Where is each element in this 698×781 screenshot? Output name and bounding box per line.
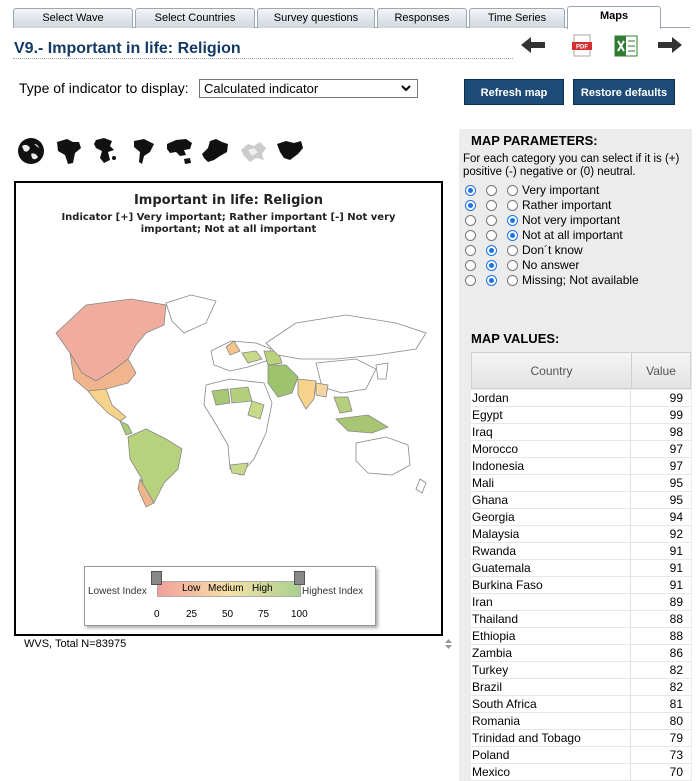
map-subtitle: Indicator [+] Very important; Rather important [-] Not very important; Not at all important — [61, 212, 396, 235]
table-row[interactable] — [471, 645, 691, 662]
legend-tick: 50 — [222, 609, 234, 620]
legend-tick: 25 — [186, 609, 198, 620]
positive-radio[interactable] — [465, 185, 476, 196]
legend-medium: Medium — [208, 583, 244, 594]
table-row[interactable] — [471, 475, 691, 492]
cell-divider — [630, 662, 631, 679]
cell-divider — [630, 509, 631, 526]
map-title: Important in life: Religion — [133, 193, 324, 208]
legend-low: Low — [182, 583, 201, 594]
country-cell: Malaysia — [472, 527, 520, 541]
table-row[interactable] — [471, 713, 691, 730]
value-cell: 97 — [669, 459, 683, 473]
value-cell: 88 — [669, 629, 683, 643]
negative-radio[interactable] — [507, 200, 518, 211]
middle-east-icon[interactable] — [274, 136, 304, 166]
table-row[interactable] — [471, 509, 691, 526]
neutral-radio[interactable] — [486, 215, 497, 226]
indicator-select[interactable] — [199, 79, 418, 98]
country-cell: Mexico — [472, 765, 511, 779]
world-icon[interactable] — [16, 136, 46, 166]
greenland-region — [166, 295, 216, 333]
positive-radio[interactable] — [465, 260, 476, 271]
central-america-region — [120, 421, 132, 435]
positive-radio[interactable] — [465, 275, 476, 286]
tab-select-wave[interactable]: Select Wave — [13, 8, 133, 28]
country-cell: Ghana — [472, 493, 509, 507]
value-cell: 70 — [669, 765, 683, 779]
south-america-icon[interactable] — [128, 136, 158, 166]
parameter-row — [465, 184, 685, 199]
value-cell: 91 — [669, 578, 683, 592]
country-cell: Rwanda — [472, 544, 517, 558]
value-cell: 91 — [669, 544, 683, 558]
country-cell: Egypt — [472, 408, 503, 422]
negative-radio[interactable] — [507, 260, 518, 271]
indicator-select-value: Calculated indicator — [204, 81, 319, 96]
table-row[interactable] — [471, 594, 691, 611]
europe-icon[interactable] — [200, 136, 230, 166]
refresh-map-button[interactable]: Refresh map — [464, 79, 564, 105]
country-cell: Iran — [472, 595, 493, 609]
table-row[interactable] — [471, 662, 691, 679]
parameter-label: Very important — [522, 183, 600, 197]
cell-divider — [630, 764, 631, 781]
cell-divider — [630, 560, 631, 577]
tab-time-series[interactable]: Time Series — [469, 8, 565, 28]
arctic-icon[interactable] — [238, 136, 268, 166]
positive-radio[interactable] — [465, 245, 476, 256]
neutral-radio[interactable] — [486, 275, 497, 286]
cell-divider — [630, 747, 631, 764]
asia-icon[interactable] — [90, 136, 120, 166]
parameter-row — [465, 229, 685, 244]
cell-divider — [630, 594, 631, 611]
parameter-label: Rather important — [522, 198, 612, 212]
cell-divider — [630, 611, 631, 628]
table-row[interactable] — [471, 543, 691, 560]
asia-pacific-icon[interactable] — [164, 136, 194, 166]
table-row[interactable] — [471, 424, 691, 441]
table-body — [471, 390, 691, 781]
value-cell: 95 — [669, 476, 683, 490]
country-cell: Ethiopia — [472, 629, 516, 643]
cell-divider — [630, 441, 631, 458]
table-row[interactable] — [471, 730, 691, 747]
country-cell: Zambia — [472, 646, 513, 660]
legend-gradient — [157, 581, 301, 597]
mexico-region — [88, 389, 126, 421]
positive-radio[interactable] — [465, 215, 476, 226]
restore-defaults-button[interactable]: Restore defaults — [573, 79, 675, 105]
legend-tick: 0 — [154, 609, 160, 620]
cell-divider — [630, 577, 631, 594]
resize-handle-icon[interactable] — [444, 638, 453, 650]
map-parameters-title: MAP PARAMETERS: — [471, 133, 598, 148]
negative-radio[interactable] — [507, 185, 518, 196]
value-cell: 92 — [669, 527, 683, 541]
value-cell: 95 — [669, 493, 683, 507]
cell-divider — [630, 407, 631, 424]
value-cell: 97 — [669, 442, 683, 456]
map-footer: WVS, Total N=83975 — [24, 638, 127, 650]
value-cell: 81 — [669, 697, 683, 711]
excel-icon[interactable] — [614, 35, 638, 57]
table-row[interactable] — [471, 492, 691, 509]
svg-text:PDF: PDF — [576, 44, 588, 51]
country-cell: Iraq — [472, 425, 493, 439]
value-cell: 94 — [669, 510, 683, 524]
title-divider — [13, 58, 513, 59]
europe-region — [211, 341, 271, 371]
brazil-region — [128, 429, 182, 503]
legend-highest-label: Highest Index — [302, 586, 364, 597]
map-panel — [14, 181, 443, 636]
neutral-radio[interactable] — [486, 185, 497, 196]
india-region — [298, 379, 316, 409]
table-row[interactable] — [471, 526, 691, 543]
table-row[interactable] — [471, 764, 691, 781]
value-cell: 80 — [669, 714, 683, 728]
neutral-radio[interactable] — [486, 245, 497, 256]
cell-divider — [630, 645, 631, 662]
parameter-row — [465, 214, 685, 229]
parameter-row — [465, 199, 685, 214]
parameter-row — [465, 244, 685, 259]
table-row[interactable] — [471, 407, 691, 424]
table-row[interactable] — [471, 611, 691, 628]
parameter-label: Don´t know — [522, 243, 583, 257]
positive-radio[interactable] — [465, 230, 476, 241]
parameter-row — [465, 274, 685, 289]
cell-divider — [630, 458, 631, 475]
neutral-radio[interactable] — [486, 200, 497, 211]
australia-region — [356, 437, 410, 475]
middle-east-region — [268, 365, 298, 397]
cell-divider — [630, 696, 631, 713]
legend-min-handle[interactable] — [151, 571, 162, 585]
value-cell: 82 — [669, 663, 683, 677]
russia-region — [266, 315, 426, 359]
country-cell: Thailand — [472, 612, 519, 626]
cell-divider — [630, 713, 631, 730]
table-row[interactable] — [471, 696, 691, 713]
country-cell: South Africa — [472, 697, 537, 711]
tab-maps[interactable]: Maps — [567, 6, 661, 29]
table-row[interactable] — [471, 628, 691, 645]
map-values-title: MAP VALUES: — [471, 331, 560, 346]
country-cell: Poland — [472, 748, 510, 762]
column-header-value[interactable]: Value — [631, 352, 691, 389]
country-cell: Guatemala — [472, 561, 531, 575]
country-cell: Mali — [472, 476, 495, 490]
neutral-radio[interactable] — [486, 260, 497, 271]
parameter-label: Not at all important — [522, 228, 623, 242]
country-cell: Romania — [472, 714, 521, 728]
negative-radio[interactable] — [507, 230, 518, 241]
arrow-right-icon[interactable] — [657, 36, 683, 54]
parameter-row — [465, 259, 685, 274]
table-row[interactable] — [471, 560, 691, 577]
table-row[interactable] — [471, 441, 691, 458]
arrow-left-icon[interactable] — [520, 36, 546, 54]
cell-divider — [630, 492, 631, 509]
table-row[interactable] — [471, 747, 691, 764]
page-title: V9.- Important in life: Religion — [14, 40, 241, 57]
value-cell: 98 — [669, 425, 683, 439]
country-cell: Jordan — [472, 391, 509, 405]
se-asia-region — [334, 397, 352, 413]
map-parameters-description: For each category you can select if it is (+) positive (-) negative or (0) neutral. — [463, 153, 680, 178]
legend-lowest-label: Lowest Index — [88, 586, 147, 597]
value-cell: 79 — [669, 731, 683, 745]
chevron-down-icon — [400, 80, 412, 97]
map-legend — [84, 566, 376, 626]
table-row[interactable] — [471, 390, 691, 407]
neutral-radio[interactable] — [486, 230, 497, 241]
country-cell: Turkey — [472, 663, 509, 677]
parameter-label: No answer — [522, 258, 580, 272]
pdf-icon[interactable] — [571, 34, 593, 58]
cell-divider — [630, 543, 631, 560]
country-cell: Brazil — [472, 680, 503, 694]
legend-high: High — [252, 583, 273, 594]
tab-survey-questions[interactable]: Survey questions — [257, 8, 375, 28]
country-cell: Georgia — [472, 510, 515, 524]
value-cell: 88 — [669, 612, 683, 626]
value-cell: 73 — [669, 748, 683, 762]
value-cell: 86 — [669, 646, 683, 660]
value-cell: 99 — [669, 408, 683, 422]
country-cell: Morocco — [472, 442, 519, 456]
table-row[interactable] — [471, 679, 691, 696]
negative-radio[interactable] — [507, 215, 518, 226]
table-row[interactable] — [471, 577, 691, 594]
legend-tick: 75 — [258, 609, 270, 620]
africa-icon[interactable] — [53, 136, 83, 166]
legend-tick: 100 — [291, 609, 308, 620]
negative-radio[interactable] — [507, 275, 518, 286]
parameter-label: Missing; Not available — [522, 273, 639, 287]
value-cell: 89 — [669, 595, 683, 609]
value-cell: 99 — [669, 391, 683, 405]
cell-divider — [630, 730, 631, 747]
cell-divider — [630, 475, 631, 492]
negative-radio[interactable] — [507, 245, 518, 256]
cell-divider — [630, 679, 631, 696]
country-cell: Indonesia — [472, 459, 525, 473]
table-row[interactable] — [471, 458, 691, 475]
positive-radio[interactable] — [465, 200, 476, 211]
cell-divider — [630, 628, 631, 645]
indonesia-region — [336, 415, 388, 433]
value-cell: 91 — [669, 561, 683, 575]
parameter-label: Not very important — [522, 213, 621, 227]
cell-divider — [630, 424, 631, 441]
country-cell: Trinidad and Tobago — [472, 731, 581, 745]
indicator-label: Type of indicator to display: — [19, 80, 189, 96]
tab-bar — [13, 6, 690, 28]
legend-max-handle[interactable] — [294, 571, 305, 585]
value-cell: 82 — [669, 680, 683, 694]
column-header-country[interactable]: Country — [471, 352, 632, 389]
tab-responses[interactable]: Responses — [377, 8, 467, 28]
country-cell: Burkina Faso — [472, 578, 543, 592]
cell-divider — [630, 526, 631, 543]
cell-divider — [630, 390, 631, 407]
tab-select-countries[interactable]: Select Countries — [135, 8, 255, 28]
